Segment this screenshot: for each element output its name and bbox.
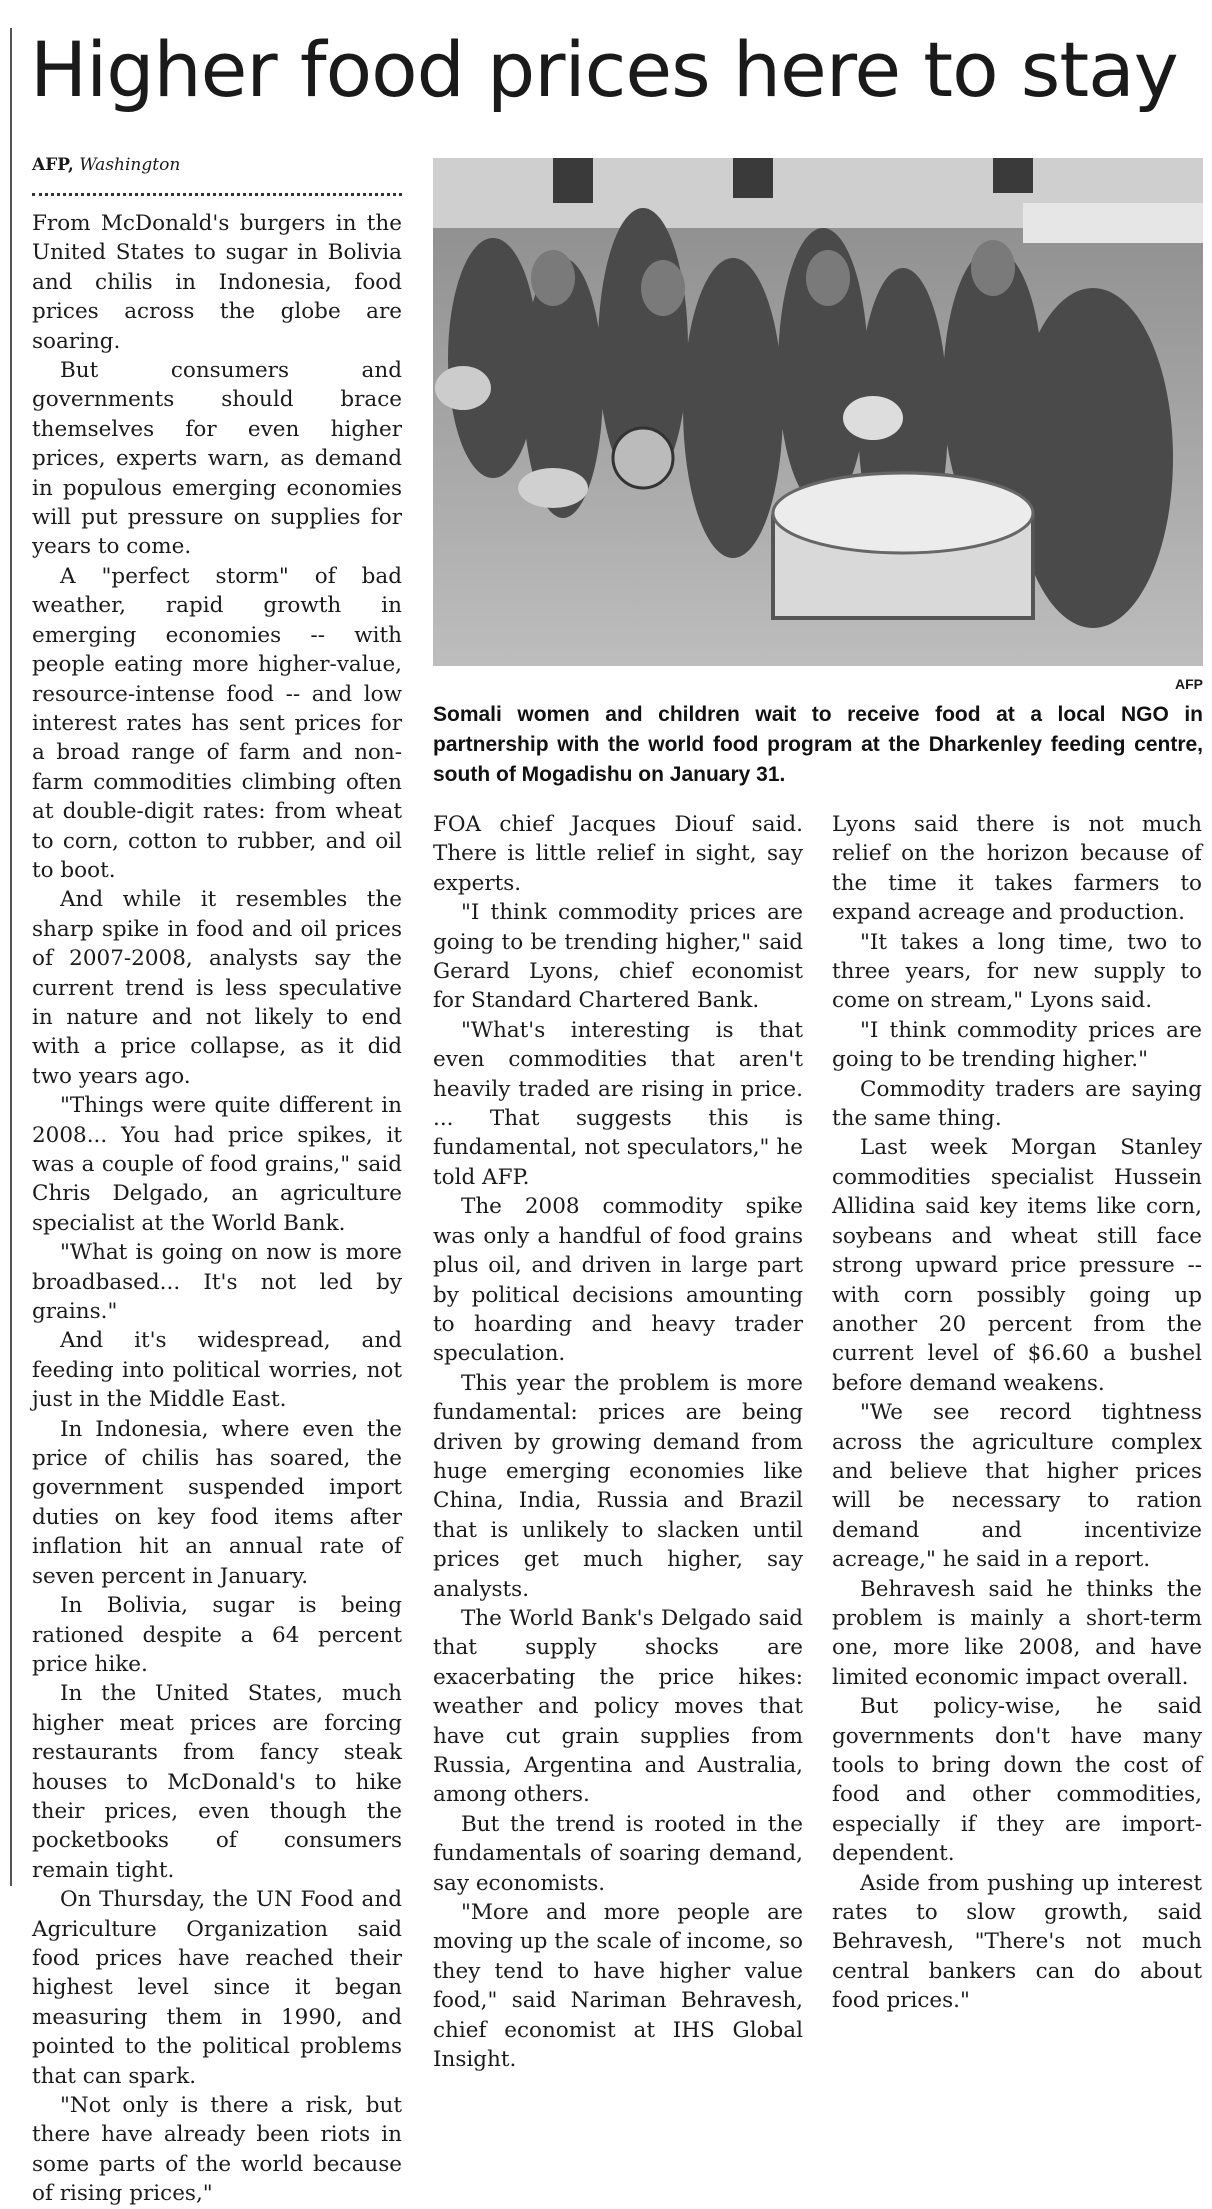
page-left-rule — [10, 28, 12, 1886]
paragraph: But the trend is rooted in the fundamentals of soaring demand, say economists. — [433, 1811, 803, 1896]
paragraph: "I think commodity prices are going to be trending higher," said Gerard Lyons, chief economist for Standard Chartered Bank. — [433, 900, 803, 1014]
paragraph: But consumers and governments should brace themselves for even higher prices, experts warn, as demand in populous emerging economies will put pressure on supplies for years to come. — [32, 358, 402, 560]
paragraph: And it's widespread, and feeding into political worries, not just in the Middle East. — [32, 1328, 402, 1413]
paragraph: On Thursday, the UN Food and Agriculture Organization said food prices have reached their highest level since it began measuring them in 1990, and pointed to the political problems that can spark. — [32, 1887, 402, 2089]
photo-credit: AFP — [1175, 676, 1203, 692]
paragraph: "More and more people are moving up the scale of income, so they tend to have higher value food," said Nariman Behravesh, chief economist at IHS Global Insight. — [433, 1900, 803, 2073]
paragraph: Behravesh said he thinks the problem is mainly a short-term one, more like 2008, and have limited economic impact overall. — [832, 1576, 1202, 1690]
paragraph: Lyons said there is not much relief on the horizon because of the time it takes farmers to expand acreage and production. — [832, 812, 1202, 926]
photo-caption: Somali women and children wait to receive food at a local NGO in partnership with the world food program at the Dharkenley feeding centre, south of Mogadishu on January 31. — [433, 703, 1203, 786]
paragraph: A "perfect storm" of bad weather, rapid growth in emerging economies -- with people eating more higher-value, resource-intense food -- and low interest rates has sent prices for a broad range of farm and non-farm commodities climbing often at double-digit rates: from wheat to corn, cotton to rubber, and oil to boot. — [32, 563, 402, 883]
article-column-2 — [433, 810, 803, 2074]
paragraph: And while it resembles the sharp spike in food and oil prices of 2007-2008, analysts say the current trend is less speculative in nature and not likely to end with a price collapse, as it did two years ago. — [32, 887, 402, 1089]
news-photo — [433, 158, 1203, 666]
article-column-1 — [32, 209, 402, 2209]
paragraph: The World Bank's Delgado said that supply shocks are exacerbating the price hikes: weather and policy moves that have cut grain supplies from Russia, Argentina and Australia, among others. — [433, 1605, 803, 1808]
byline-source: AFP, — [32, 155, 74, 175]
paragraph: Aside from pushing up interest rates to slow growth, said Behravesh, "There's not much central bankers can do about food prices." — [832, 1870, 1202, 2014]
paragraph: From McDonald's burgers in the United States to sugar in Bolivia and chilis in Indonesia, food prices across the globe are soaring. — [32, 211, 402, 354]
byline-divider — [32, 193, 402, 196]
paragraph: Last week Morgan Stanley commodities specialist Hussein Allidina said key items like corn, soybeans and wheat still face strong upward price pressure -- with corn possibly going up another 20 percent from the current level of $6.60 a bushel before demand weakens. — [832, 1135, 1202, 1396]
byline-location: Washington — [79, 155, 181, 175]
paragraph: "What is going on now is more broadbased... It's not led by grains." — [32, 1240, 402, 1325]
paragraph: The 2008 commodity spike was only a handful of food grains plus oil, and driven in large part by political decisions amounting to hoarding and heavy trader speculation. — [433, 1194, 803, 1367]
paragraph: But policy-wise, he said governments don't have many tools to bring down the cost of food and other commodities, especially if they are import-dependent. — [832, 1694, 1202, 1867]
article-column-3 — [832, 810, 1202, 2016]
headline: Higher food prices here to stay — [30, 25, 1178, 114]
paragraph: "Not only is there a risk, but there have already been riots in some parts of the world because of rising prices," — [32, 2093, 402, 2207]
paragraph: "What's interesting is that even commodities that aren't heavily traded are rising in price. ... That suggests this is fundamental, not speculators," he told AFP. — [433, 1017, 803, 1190]
byline — [32, 155, 180, 175]
photo-illustration — [433, 158, 1203, 666]
paragraph: "We see record tightness across the agriculture complex and believe that higher prices will be necessary to ration demand and incentivize acreage," he said in a report. — [832, 1400, 1202, 1573]
paragraph: FOA chief Jacques Diouf said. There is little relief in sight, say experts. — [433, 812, 803, 896]
paragraph: In Bolivia, sugar is being rationed despite a 64 percent price hike. — [32, 1593, 402, 1677]
paragraph: "Things were quite different in 2008... You had price spikes, it was a couple of food grains," said Chris Delgado, an agriculture specialist at the World Bank. — [32, 1093, 402, 1236]
paragraph: In Indonesia, where even the price of chilis has soared, the government suspended import duties on key food items after inflation hit an annual rate of seven percent in January. — [32, 1416, 402, 1589]
paragraph: This year the problem is more fundamental: prices are being driven by growing demand from huge emerging economies like China, India, Russia and Brazil that is unlikely to slacken until prices get much higher, say analysts. — [433, 1370, 803, 1602]
paragraph: "It takes a long time, two to three years, for new supply to come on stream," Lyons said. — [832, 929, 1202, 1014]
paragraph: "I think commodity prices are going to be trending higher." — [832, 1017, 1202, 1073]
paragraph: Commodity traders are saying the same thing. — [832, 1076, 1202, 1132]
paragraph: In the United States, much higher meat prices are forcing restaurants from fancy steak houses to McDonald's to hike their prices, even though the pocketbooks of consumers remain tight. — [32, 1681, 402, 1883]
